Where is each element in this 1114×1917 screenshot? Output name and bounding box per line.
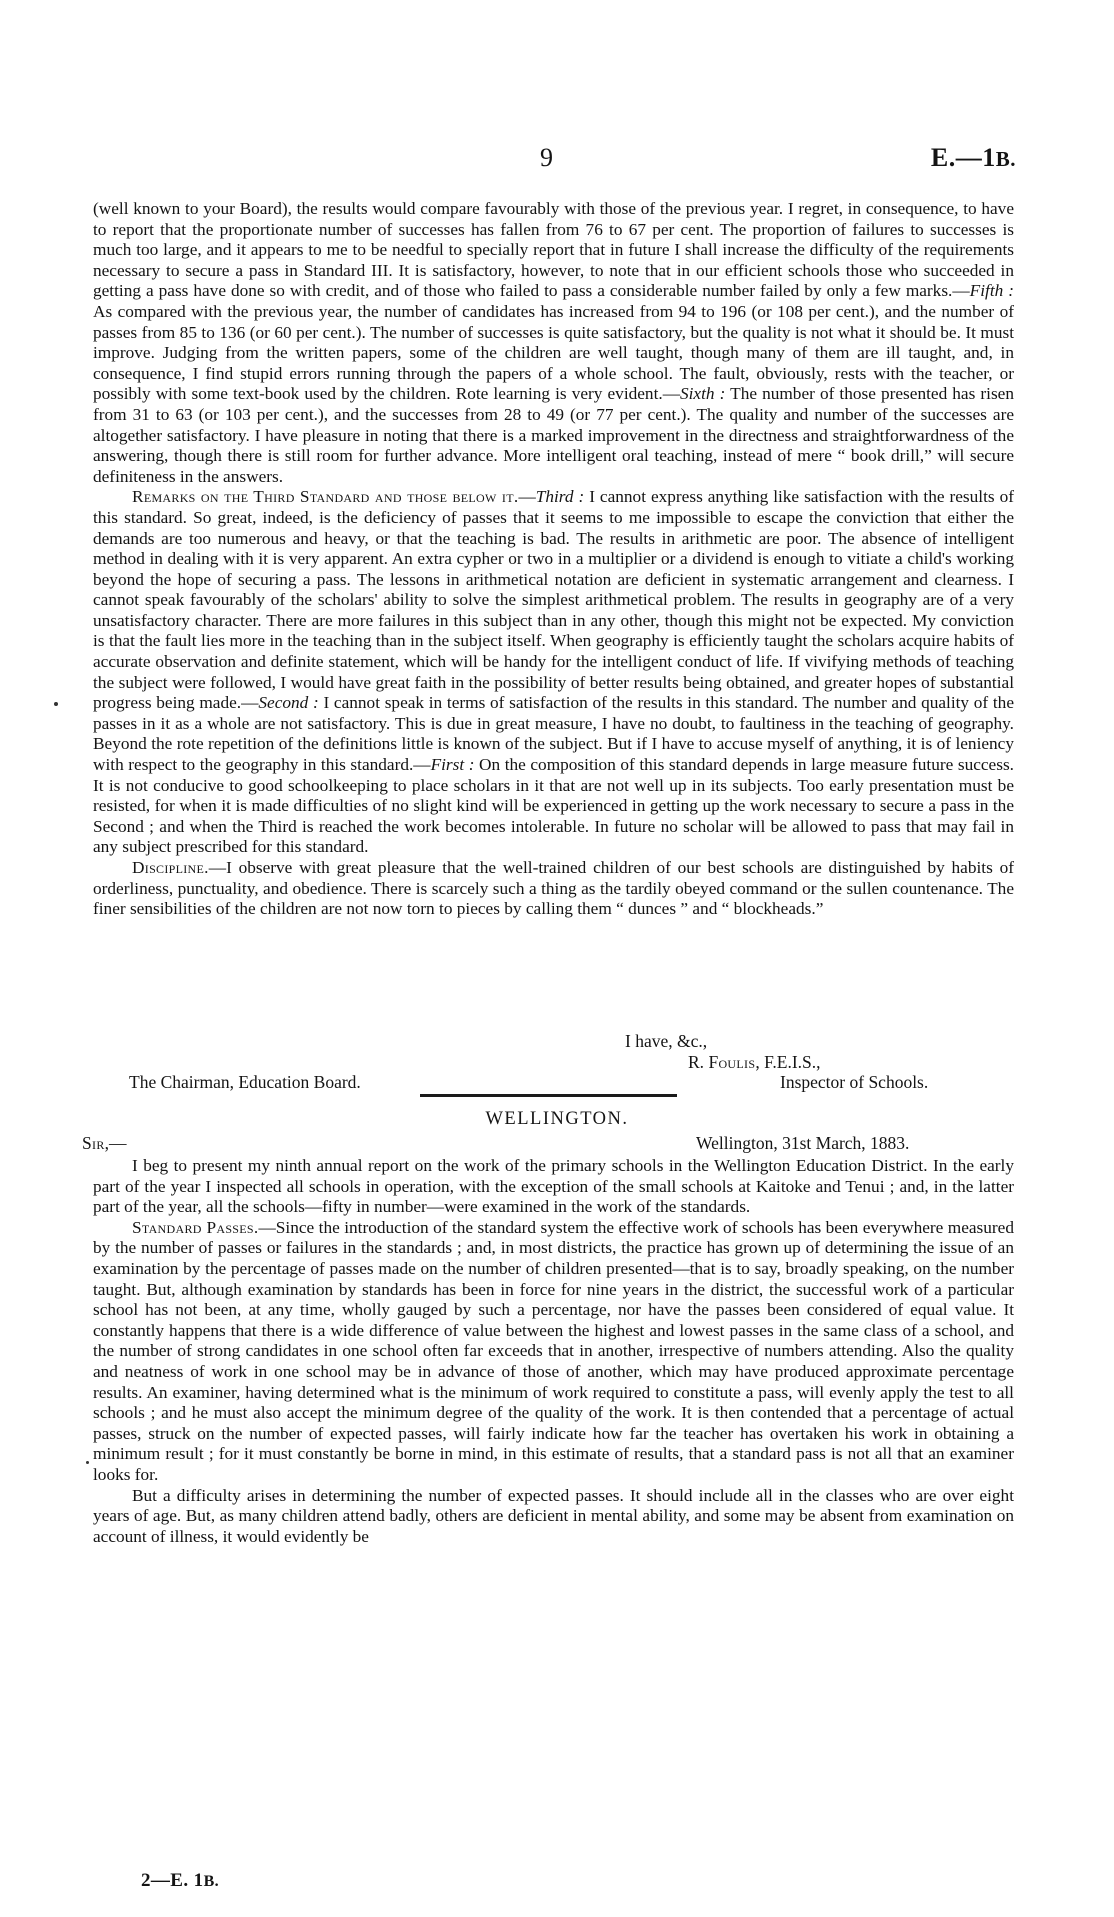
section-divider [420,1094,677,1097]
margin-mark [54,702,58,706]
label-second: Second : [258,693,319,713]
addressee: The Chairman, Education Board. [129,1072,361,1092]
paragraph-expected-passes: But a difficulty arises in determining the number of expected passes. It should include all in the classes who are over eight years of age. But, as many children attend badly, others are deficient in mental ability, and some may be absent from examination on account of illness, it would evidently be [93,1485,1014,1546]
label-third: Third : [535,487,585,507]
paragraph-third-standard: Remarks on the Third Standard and those below it.—Third : I cannot express anything like satisfaction with the results of this standard. So great, indeed, is the deficiency of passes that it seems to me impossible to escape the conviction that either the demands are too numerous and heavy, or that the teaching is bad. The results in arithmetic are poor. The absence of intelligent method in dealing with it is very apparent. An extra cypher or two in a multiplier or a dividend is enough to vitiate a child's working beyond the hope of securing a pass. The lessons in arithmetical notation are deficient in systematic arrangement and clearness. I cannot speak favourably of the scholars' ability to solve the simplest arithmetical problem. The results in geography are of a very unsatisfactory character. There are more failures in this subject than in any other, though this might not be expected. My conviction is that the fault lies more in the teaching than in the subject itself. When geography is efficiently taught the scholars acquire habits of accurate observation and definite statement, which will be handy for the intelligent conduct of life. If vivifying methods of teaching the subject were followed, I would have great faith in the possibility of better results being obtained, and greater hopes of substantial progress being made.—Second : I cannot speak in terms of satisfaction of the results in this standard. The number and quality of the passes in it as a whole are not satisfactory. This is due in great measure, I have no doubt, to faultiness in the teaching of geography. Beyond the rote repetition of the definitions little is known of the subject. But if I have to accuse myself of anything, it is of leniency with respect to the geography in this standard.—First : On the composition of this standard depends in large measure future success. It is not conducive to good schoolkeeping to place scholars in it that are not well up in its subjects. Too early presentation must be resisted, for when it is made difficulties of no slight kind will be experienced in getting up the work necessary to secure a pass in the Second ; and when the Third is reached the work becomes intolerable. In future no scholar will be allowed to pass that may fail in any subject prescribed for this standard. [93,487,1014,857]
discipline-heading: Discipline. [132,858,209,877]
report-continuation [93,199,1014,920]
document-reference [931,143,1016,173]
label-sixth: Sixth : [679,384,726,404]
dateline: Wellington, 31st March, 1883. [696,1133,910,1153]
closing-line: I have, &c., [625,1031,708,1051]
page-number: 9 [540,143,553,172]
remarks-heading: Remarks on the Third Standard and those below it. [132,487,519,507]
paragraph-standards-upper: (well known to your Board), the results would compare favourably with those of the previous year. I regret, in consequence, to have to report that the proportionate number of successes has fallen from 76 to 67 per cent. The proportion of failures to successes is much too large, and it appears to me to be needful to specially report that in future I shall increase the difficulty of the requirements necessary to secure a pass in Standard III. It is satisfactory, however, to note that in our efficient schools those who succeeded in getting a pass have done so with credit, and of those who failed to pass a considerable number failed by only a few marks.—Fifth : As compared with the previous year, the number of candidates has increased from 94 to 196 (or 108 per cent.), and the number of passes from 85 to 136 (or 60 per cent.). The number of successes is quite satisfactory, but the quality is not what it should be. It must improve. Judging from the written papers, some of the children are well taught, though many of them are ill taught, and, in consequence, I find stupid errors running through the papers of a whole school. The fault, obviously, rests with the teacher, or possibly with some text-book used by the children. Rote learning is very evident.—Sixth : The number of those presented has risen from 31 to 63 (or 103 per cent.), and the successes from 28 to 49 (or 77 per cent.). The quality and number of the successes are altogether satisfactory. I have pleasure in noting that there is a marked improvement in the directness and straightforwardness of the answering, though there is still room for further advance. More intelligent oral teaching, instead of mere “ book drill,” will secure definiteness in the answers. [93,199,1014,486]
label-fifth: Fifth : [969,281,1014,301]
doc-ref-main: E.—1 [930,143,996,172]
paragraph-discipline: Discipline.—I observe with great pleasure that the well-trained children of our best schools are distinguished by habits of orderliness, punctuality, and obedience. There is scarcely such a thing as the tardily obeyed command or the sullen countenance. The finer sensibilities of the children are not now torn to pieces by calling them “ dunces ” and “ blockheads.” [93,858,1014,919]
signature-mark: 2—E. 1B. [141,1870,220,1891]
salutation: Sir,— [82,1133,127,1153]
label-first: First : [430,755,475,775]
wellington-report [93,1156,1014,1547]
standard-passes-heading: Standard Passes. [132,1217,259,1237]
doc-ref-suffix: B. [995,147,1016,171]
signatory-title: Inspector of Schools. [780,1072,929,1092]
signatory-name: R. Foulis, F.E.I.S., [688,1052,821,1072]
paragraph-standard-passes: Standard Passes.—Since the introduction of the standard system the effective work of schools has been everywhere measured by the number of passes or failures in the standards ; and, in most districts, the practice has grown up of determining the issue of an examination by the percentage of passes made on the number of children presented—that is to say, broadly speaking, on the number taught. But, although examination by standards has been in force for nine years in the district, the successful work of a particular school has not been, at any time, wholly gauged by such a percentage, nor have the passes been considered of equal value. It constantly happens that there is a wide difference of value between the highest and lowest passes in the same class of a school, and the number of strong candidates in one school often far exceeds that in another, irrespective of numbers attending. Also the quality and neatness of work in one school may be in advance of those of another, which may have produced approximate percentage results. An examiner, having determined what is the minimum of work required to constitute a pass, will evenly apply the test to all schools ; and he must also accept the minimum degree of the quality of the work. It is then contended that a percentage of actual passes, struck on the number of expected passes, will fairly indicate how far the teacher has overtaken his work in obtaining a minimum result ; for it must constantly be borne in mind, in this estimate of results, that a standard pass is not all that an examiner looks for. [93,1217,1014,1484]
section-heading: WELLINGTON. [485,1109,629,1129]
paragraph-introduction: I beg to present my ninth annual report on the work of the primary schools in the Wellington Education District. In the early part of the year I inspected all schools in operation, with the exception of the small schools at Kaitoke and Tenui ; and, in the latter part of the year, all the schools—fifty in number—were examined in the work of the standards. [93,1156,1014,1217]
margin-mark [86,1461,89,1464]
